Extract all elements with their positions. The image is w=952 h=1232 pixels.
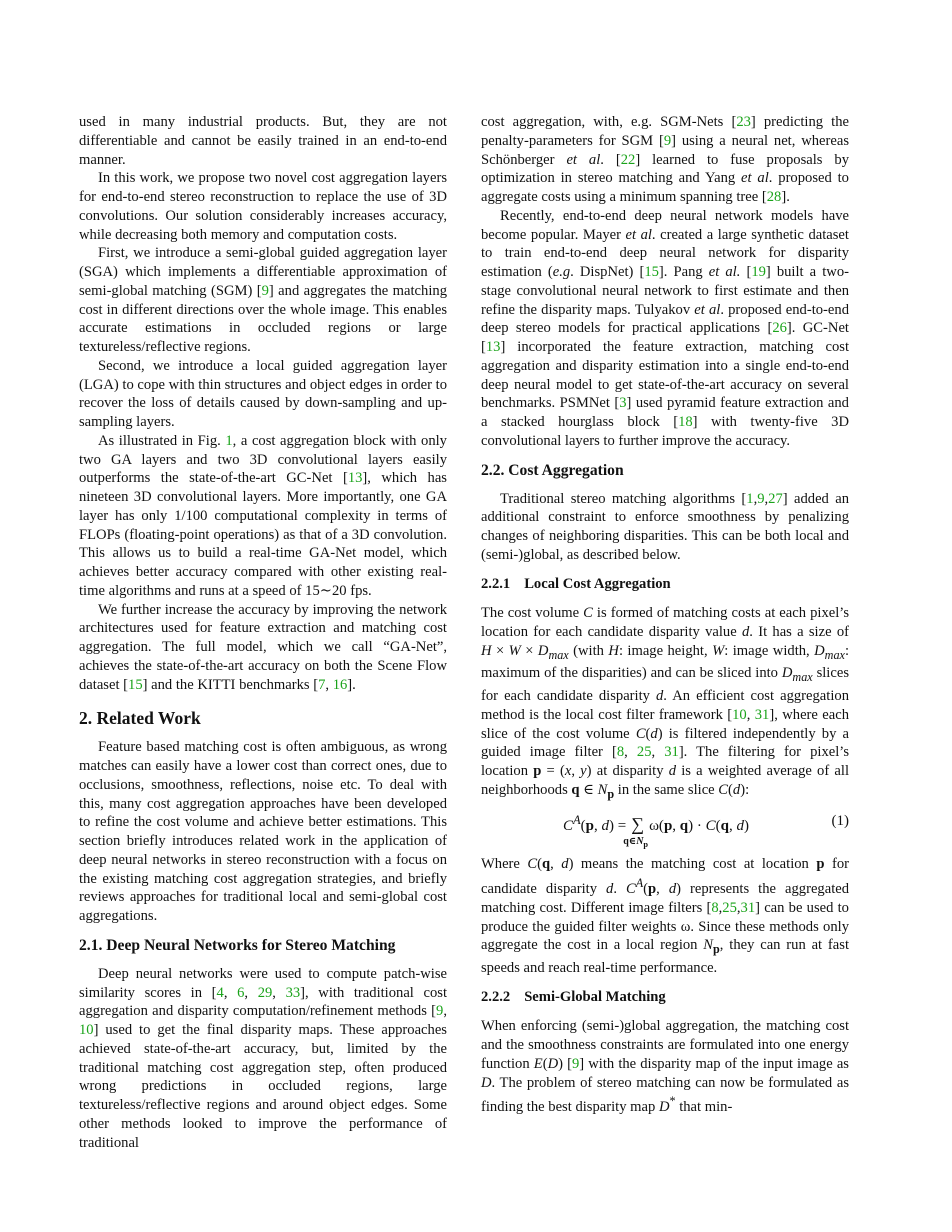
citation-link[interactable]: 33 bbox=[285, 984, 301, 1001]
citation-link[interactable]: 27 bbox=[768, 490, 783, 507]
citation-link[interactable]: 13 bbox=[347, 470, 363, 487]
citation-link[interactable]: 28 bbox=[766, 189, 782, 205]
paragraph: The cost volume C is formed of matching costs at each pixel’s location for each candidate disparity value d. It has a size of $H \times W \times D_{max}$ (with H: image height, W: image width, $D_{max}$: maximum of the disparities) and can be sliced into $D_{max}$ slices for each candidate disparity d. An efficient cost aggregation method is the local cost filter framework [10, 31], where each slice of the cost volume C(d) is filtered independently by a guided image filter [8, 25, 31]. The filtering for pixel’s location p = (x, y) at disparity d is a weighted average of all neighborhoods q ∈ $N_p$ in the same slice C(d): bbox=[481, 605, 850, 801]
citation-link[interactable]: 10 bbox=[79, 1022, 94, 1038]
paragraph: cost aggregation, with, e.g. SGM-Nets [23] predicting the penalty-parameters for SGM [9] using a neural net, whereas Schönberger et al. [22] learned to fuse proposals by optimization in stereo matching and Yang et al. proposed to aggregate costs using a minimum spanning tree [28]. bbox=[481, 114, 850, 205]
paragraph: Deep neural networks were used to compute patch-wise similarity scores in [4, 6, 29, 33], with traditional cost aggregation and disparity computation/refinement methods [9, 10] used to get the final disparity maps. These approaches achieved state-of-the-art accuracy, but, limited by the traditional matching cost aggregation step, often produced wrong predictions in occluded regions, large textureless/reflective regions and around object edges. Some other methods looked to improve the performance of traditional bbox=[79, 965, 447, 1151]
citation-link[interactable]: 19 bbox=[751, 264, 766, 280]
equation-number: (1) bbox=[831, 813, 849, 830]
citation-link[interactable]: 1 bbox=[746, 490, 754, 507]
subsubsection-heading: 2.2.1 Local Cost Aggregation bbox=[481, 575, 671, 592]
citation-link[interactable]: 25 bbox=[722, 899, 737, 916]
citation-link[interactable]: 7 bbox=[318, 676, 326, 693]
citation-link[interactable]: 8 bbox=[616, 744, 625, 761]
citation-link[interactable]: 9 bbox=[571, 1055, 580, 1072]
paragraph: used in many industrial products. But, they are not differentiable and cannot be easily trained in an end-to-end manner. bbox=[79, 114, 447, 168]
right-column bbox=[481, 113, 849, 1117]
figure-link[interactable]: 1 bbox=[225, 432, 233, 449]
paragraph: Feature based matching cost is often ambiguous, as wrong matches can easily have a lower cost than correct ones, due to occlusions, smoothness, reflections, noise etc. To deal with this, many cost aggregation approaches have been developed to refine the cost volume and achieve better estimations. This section briefly introduces related work in the application of deep neural networks in stereo reconstruction with a focus on the existing matching cost aggregation strategies, and briefly reviews approaches for traditional local and semi-global cost aggregations. bbox=[79, 739, 447, 924]
citation-link[interactable]: 22 bbox=[620, 151, 636, 168]
citation-link[interactable]: 6 bbox=[237, 984, 245, 1001]
equation-1 bbox=[481, 805, 849, 855]
section-heading: 2. Related Work bbox=[79, 708, 201, 729]
subsubsection-heading: 2.2.2 Semi-Global Matching bbox=[481, 988, 666, 1005]
paragraph: As illustrated in Fig. 1, a cost aggregation block with only two GA layers and two 3D convolutional layers easily outperforms the state-of-the-art GC-Net [13], which has nineteen 3D convolutional layers. More importantly, one GA layer has only 1/100 computational complexity in terms of FLOPs (floating-point operations) as that of a 3D convolution. This allows us to build a real-time GA-Net model, which achieves better accuracy compared with other existing real-time algorithms and runs at a speed of 15∼20 fps. bbox=[79, 432, 447, 599]
citation-link[interactable]: 8 bbox=[711, 899, 719, 916]
citation-link[interactable]: 18 bbox=[678, 414, 693, 430]
citation-link[interactable]: 23 bbox=[736, 114, 751, 130]
subsection-heading: 2.1. Deep Neural Networks for Stereo Matching bbox=[79, 936, 396, 954]
citation-link[interactable]: 25 bbox=[636, 744, 652, 761]
citation-link[interactable]: 26 bbox=[772, 320, 787, 337]
citation-link[interactable]: 4 bbox=[216, 984, 224, 1001]
citation-link[interactable]: 15 bbox=[128, 676, 143, 693]
citation-link[interactable]: 10 bbox=[732, 706, 747, 723]
paragraph: Recently, end-to-end deep neural network models have become popular. Mayer et al. created a large synthetic dataset to train end-to-end deep neural network for disparity estimation (e.g. DispNet) [15]. Pang et al. [19] built a two-stage convolutional neural network to first estimate and then refine the disparity maps. Tulyakov et al. proposed end-to-end deep stereo models for practical applications [26]. GC-Net [13] incorporated the feature extraction, matching cost aggregation and disparity estimation into a single end-to-end deep neural model to get state-of-the-art accuracy on several benchmarks. PSMNet [3] used pyramid feature extraction and a stacked hourglass block [18] with twenty-five 3D convolutional layers to further improve the accuracy. bbox=[481, 207, 849, 449]
citation-link[interactable]: 13 bbox=[485, 339, 501, 355]
paragraph: When enforcing (semi-)global aggregation, the matching cost and the smoothness constraints are formulated into one energy function E(D) [9] with the disparity map of the input image as D. The problem of stereo matching can now be formulated as finding the best disparity map D* that min- bbox=[481, 1018, 849, 1116]
paragraph: Where C(q, d) means the matching cost at location p for candidate disparity d. $C^A(p$, d) represents the aggregated matching cost. Different image filters [8,25,31] can be used to produce the guided filter weights ω. Since these methods only aggregate the cost in a local region $N_p$, they can run at fast speeds and reach real-time performance. bbox=[481, 856, 850, 976]
citation-link[interactable]: 9 bbox=[663, 132, 672, 149]
left-column bbox=[79, 113, 447, 1152]
citation-link[interactable]: 16 bbox=[332, 676, 348, 693]
paragraph: Second, we introduce a local guided aggregation layer (LGA) to cope with thin structures and object edges in order to recover the loss of details caused by down-sampling and up-sampling layers. bbox=[79, 357, 447, 430]
subsection-heading: 2.2. Cost Aggregation bbox=[481, 461, 624, 479]
equation-body: $C^A(p$, d) = ∑ $q\in N_p$ ω(p, q) · C(q, d) bbox=[563, 813, 749, 850]
paragraph: In this work, we propose two novel cost aggregation layers for end-to-end stereo reconstruction to replace the use of 3D convolutions. Our solution considerably increases accuracy, while decreasing both memory and computation costs. bbox=[79, 170, 447, 243]
citation-link[interactable]: 9 bbox=[757, 490, 765, 507]
citation-link[interactable]: 29 bbox=[257, 984, 273, 1001]
citation-link[interactable]: 9 bbox=[261, 282, 269, 299]
paragraph: We further increase the accuracy by improving the network architectures used for feature extraction and matching cost aggregation. The full model, which we call “GA-Net”, achieves the state-of-the-art accuracy on both the Scene Flow dataset [15] and the KITTI benchmarks [7, 16]. bbox=[79, 601, 447, 693]
citation-link[interactable]: 31 bbox=[754, 706, 770, 723]
citation-link[interactable]: 31 bbox=[740, 899, 756, 916]
citation-link[interactable]: 31 bbox=[664, 744, 679, 761]
paragraph: First, we introduce a semi-global guided aggregation layer (SGA) which implements a differentiable approximation of semi-global matching (SGM) [9] and aggregates the matching cost in different directions over the whole image. This enables accurate estimations in occluded regions or large textureless/reflective regions. bbox=[79, 245, 447, 355]
paragraph: Traditional stereo matching algorithms [1,9,27] added an additional constraint to enforce smoothness by penalizing changes of neighboring disparities. This can be both local and (semi-)global, as described below. bbox=[481, 490, 849, 563]
citation-link[interactable]: 9 bbox=[436, 1003, 444, 1020]
citation-link[interactable]: 3 bbox=[619, 395, 627, 412]
citation-link[interactable]: 15 bbox=[644, 264, 659, 280]
